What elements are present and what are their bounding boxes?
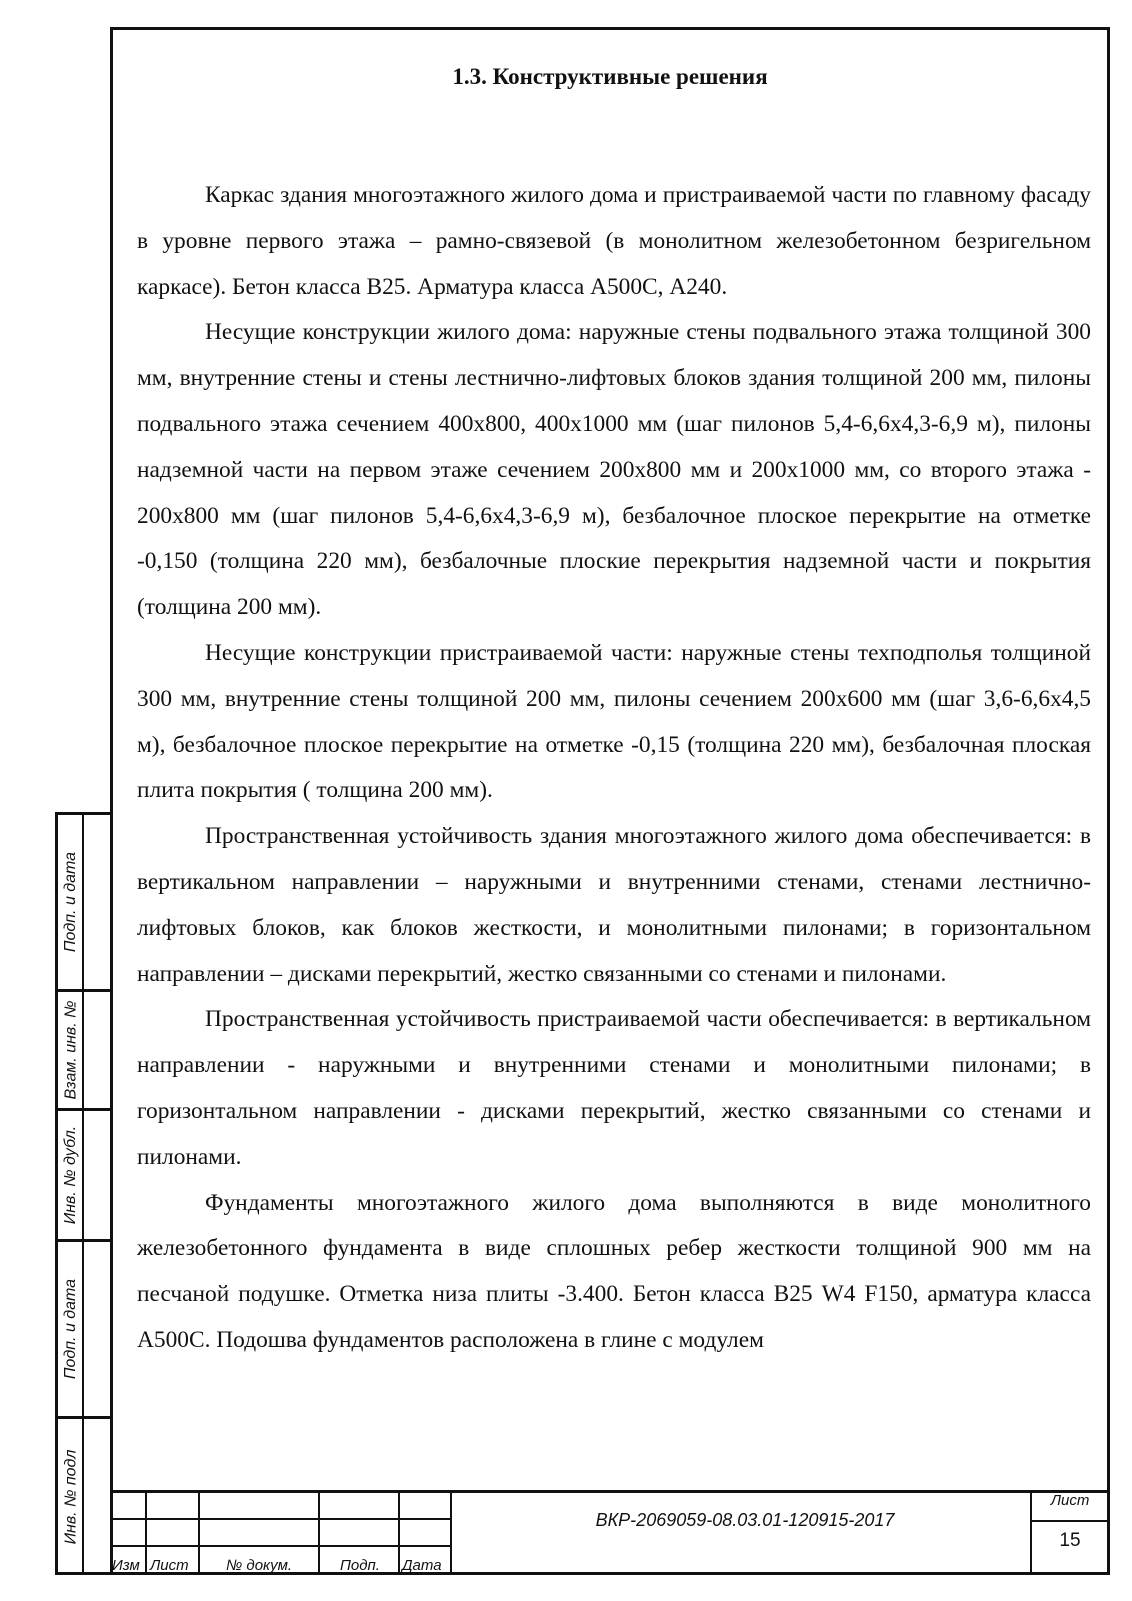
caption-change: Изм [112, 1557, 140, 1574]
paragraph-6: Фундаменты многоэтажного жилого дома выполняются в виде монолитного железобетонного фундамента в виде сплошных ребер жесткости толщиной 900 мм на песчаной подушке. Отметка низа плиты -3.400. Бетон класса В25 W4 F150, арматура класса А500С. Подошва фундаментов расположена в глине с модулем [137, 1189, 1091, 1353]
paragraph-1: Каркас здания многоэтажного жилого дома и пристраиваемой части по главному фасаду в уровне первого этажа – рамно-связевой (в монолитном железобетонном безригельном каркасе). Бетон класса В25. Арматура класса А500С, А240. [137, 182, 1091, 300]
caption-doc-no: № докум. [226, 1557, 293, 1574]
paragraph-2: Несущие конструкции жилого дома: наружные стены подвального этажа толщиной 300 мм, внутренние стены и стены лестнично-лифтовых блоков здания толщиной 200 мм, пилоны подвального этажа сечением 400х800, 400х1000 мм (шаг пилонов 5,4-6,6х4,3-6,9 м), пилоны надземной части на первом этаже сечением 200х800 мм и 200х1000 мм, со второго этажа - 200х800 мм (шаг пилонов 5,4-6,6х4,3-6,9 м), безбалочное плоское перекрытие на отметке -0,150 (толщина 220 мм), безбалочные плоские перекрытия надземной части и покрытия (толщина 200 мм). [137, 319, 1091, 621]
caption-signature: Подп. [340, 1557, 380, 1574]
page-frame [110, 27, 1110, 1575]
sheet-number: 15 [1059, 1530, 1081, 1551]
side-label-sign-date-1: Подп. и дата [62, 851, 80, 953]
document-code: ВКР-2069059-08.03.01-120915-2017 [595, 1510, 895, 1530]
caption-sheet: Лист [150, 1557, 189, 1574]
sheet-label: Лист [1050, 1492, 1090, 1509]
caption-date: Дата [402, 1557, 442, 1574]
side-label-replacement-no: Взам. инв. № [62, 1000, 79, 1100]
paragraph-5: Пространственная устойчивость пристраиваемой части обеспечивается: в вертикальном направлении - наружными и внутренними стенами и монолитными пилонами; в горизонтальном направлении - дисками перекрытий, жестко связанными со стенами и пилонами. [137, 1006, 1091, 1170]
body-text [137, 173, 1091, 1364]
side-label-sign-date-2: Подп. и дата [62, 1278, 80, 1380]
side-label-duplicate-no: Инв. № дубл. [62, 1125, 79, 1225]
title-block-text [110, 1490, 1110, 1575]
paragraph-3: Несущие конструкции пристраиваемой части: наружные стены техподполья толщиной 300 мм, внутренние стены толщиной 200 мм, пилоны сечением 200х600 мм (шаг 3,6-6,6х4,5 м), безбалочное плоское перекрытие на отметке -0,15 (толщина 220 мм), безбалочная плоская плита покрытия ( толщина 200 мм). [137, 639, 1091, 804]
side-strip [55, 812, 113, 1575]
section-title: 1.3. Конструктивные решения [452, 64, 768, 89]
paragraph-4: Пространственная устойчивость здания многоэтажного жилого дома обеспечивается: в вертикальном направлении – наружными и внутренними стенами, стенами лестнично-лифтовых блоков, как блоков жесткости, и монолитными пилонами; в горизонтальном направлении – дисками перекрытий, жестко связанными со стенами и пилонами. [137, 823, 1091, 987]
side-label-original-no: Инв. № подл [62, 1449, 79, 1544]
